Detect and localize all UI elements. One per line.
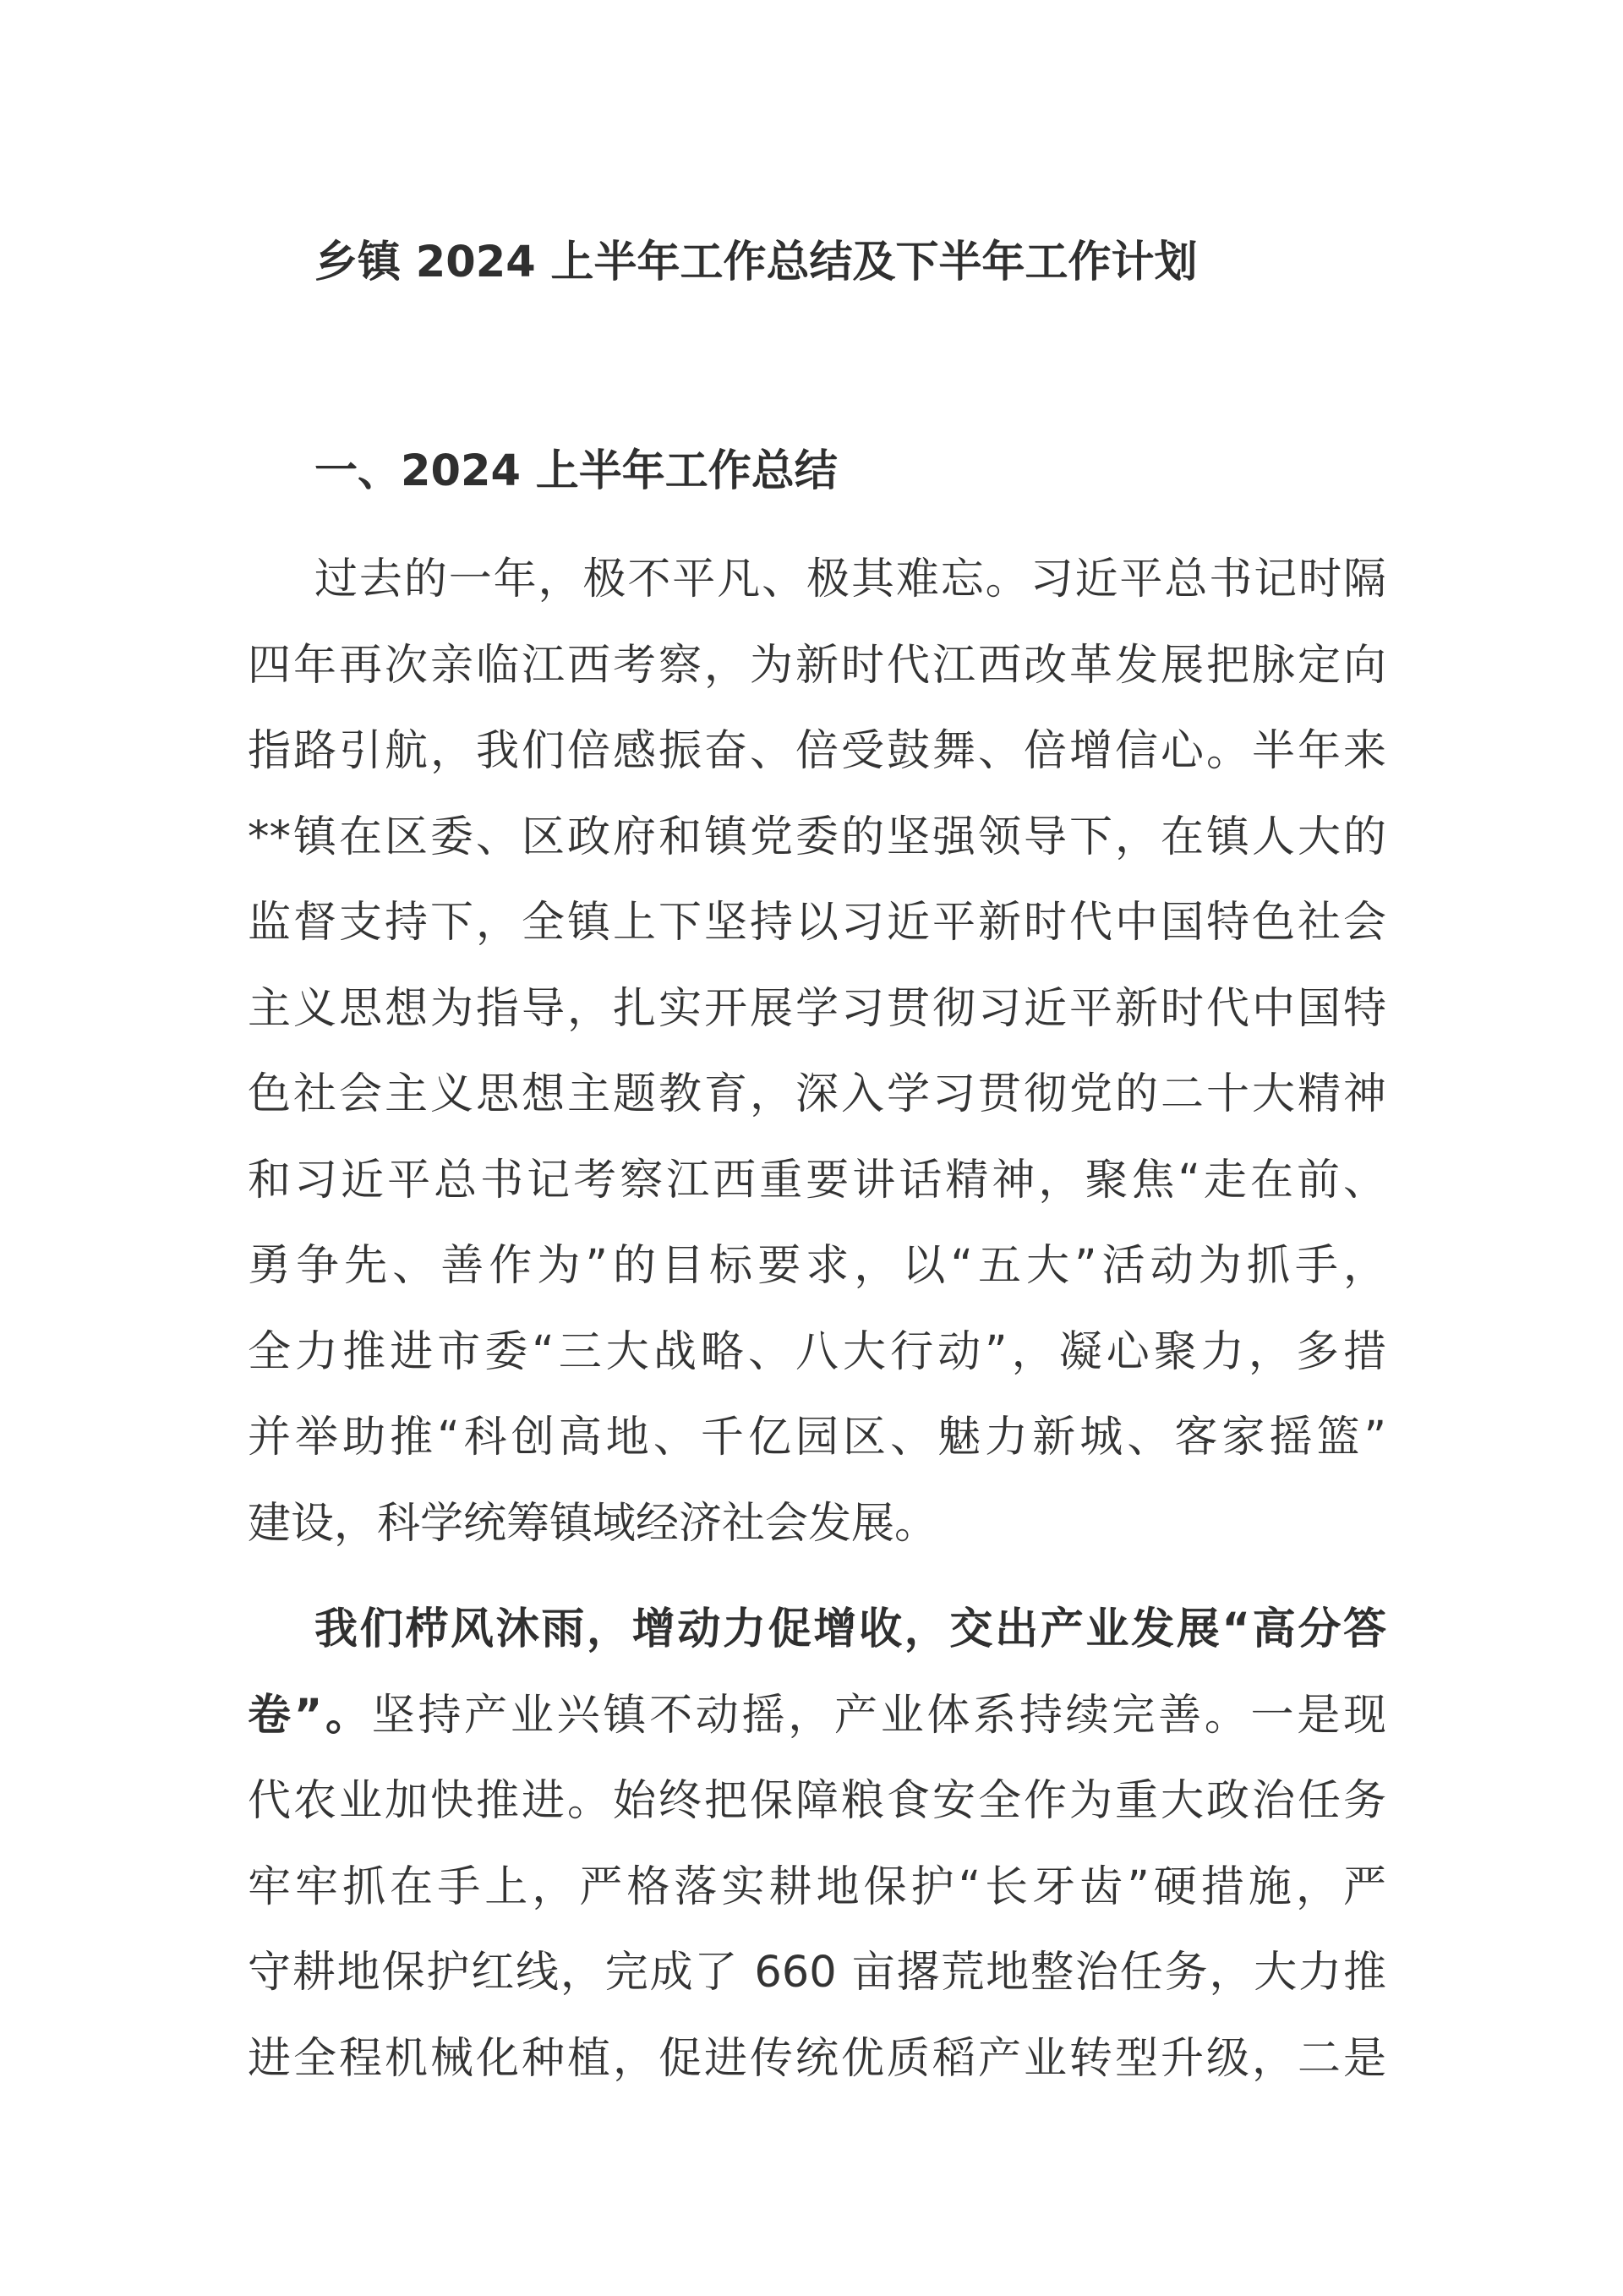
paragraph-line: [248, 1930, 1386, 2016]
body-text: 进全程机械化种植，促进传统优质稻产业转型升级，二是: [248, 2033, 1386, 2084]
body-text: 牢牢抓在手上，严格落实耕地保护“长牙齿”硬措施，严: [248, 1861, 1386, 1912]
paragraph-line: 四年再次亲临江西考察，为新时代江西改革发展把脉定向: [248, 640, 1386, 691]
bold-lead-text: 我们栉风沐雨，增动力促增收，交出产业发展“高分答: [314, 1604, 1386, 1654]
document-title: 乡镇 2024 上半年工作总结及下半年工作计划: [314, 238, 1198, 287]
paragraph-line: 过去的一年，极不平凡、极其难忘。习近平总书记时隔: [314, 555, 1386, 604]
paragraph-line: [248, 2016, 1386, 2102]
paragraph-line: 色社会主义思想主题教育，深入学习贯彻党的二十大精神: [248, 1069, 1386, 1119]
body-text: 代农业加快推进。始终把保障粮食安全作为重大政治任务: [248, 1776, 1386, 1826]
body-text: 坚持产业兴镇不动摇，产业体系持续完善。一是现: [371, 1690, 1386, 1741]
paragraph-line: [248, 1845, 1386, 1931]
paragraph-line: **镇在区委、区政府和镇党委的坚强领导下，在镇人大的: [248, 812, 1386, 862]
paragraph-line: 监督支持下，全镇上下坚持以习近平新时代中国特色社会: [248, 898, 1386, 948]
paragraph-line: [248, 1673, 1386, 1759]
paragraph-line: 指路引航，我们倍感振奋、倍受鼓舞、倍增信心。半年来: [248, 726, 1386, 776]
body-text: 守耕地保护红线，完成了 660 亩撂荒地整治任务，大力推: [248, 1948, 1386, 1998]
bold-lead-text: 卷”。: [248, 1690, 372, 1741]
paragraph-line: 勇争先、善作为”的目标要求，以“五大”活动为抓手，: [248, 1241, 1386, 1291]
paragraph-line: 并举助推“科创高地、千亿园区、魅力新城、客家摇篮”: [248, 1413, 1386, 1462]
paragraph-line: 全力推进市委“三大战略、八大行动”，凝心聚力，多措: [248, 1326, 1386, 1377]
paragraph: [248, 1587, 1386, 2102]
paragraph: [248, 537, 1386, 1566]
paragraph-line: 建设，科学统筹镇域经济社会发展。: [248, 1498, 938, 1549]
paragraph-line: 和习近平总书记考察江西重要讲话精神，聚焦“走在前、: [248, 1155, 1386, 1205]
paragraph-line: [248, 1758, 1386, 1845]
paragraph-line: [248, 1587, 1386, 1673]
section-heading: 一、2024 上半年工作总结: [314, 446, 838, 496]
paragraph-line: 主义思想为指导，扎实开展学习贯彻习近平新时代中国特: [248, 983, 1386, 1034]
